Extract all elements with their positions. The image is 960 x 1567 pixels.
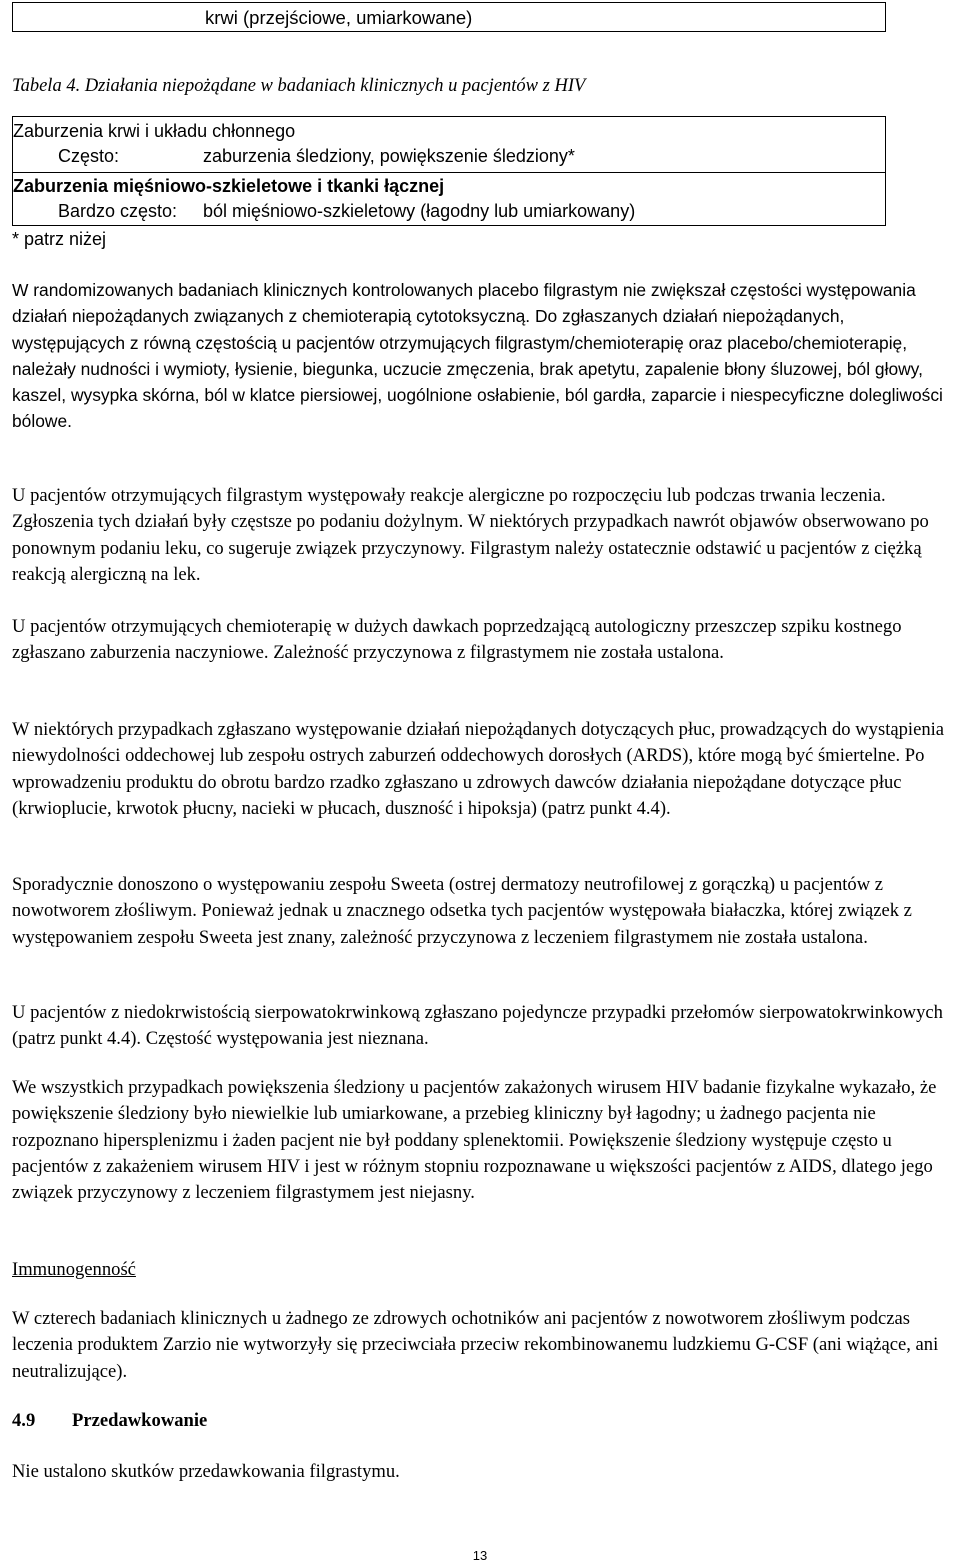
table-row (13, 117, 885, 173)
table-section-title: Zaburzenia krwi i układu chłonnego (13, 121, 296, 141)
paragraph-overdose: Nie ustalono skutków przedawkowania filgrastymu. (12, 1461, 400, 1482)
paragraph-text: Do zgłaszanych działań niepożądanych, występujących z równą częstością u pacjentów otrzymujących filgrastym/chemioterapię oraz placebo/chemioterapię, należały nudności i wymioty, łysienie, biegunka, uczucie zmęczenia, brak apetytu, zapalenie błony śluzowej, ból głowy, kaszel, wysypka skórna, ból w klatce piersiowej, uogólnione osłabienie, ból gardła, zaparcie i niespecyficzne dolegliwości bólowe. (12, 306, 943, 432)
paragraph-immunogenicity: W czterech badaniach klinicznych u żadnego ze zdrowych ochotników ani pacjentów z nowotworem złośliwym podczas leczenia produktem Zarzio nie wytworzyły się przeciwciała przeciw rekombinowanemu ludzkiemu G-CSF (ani wiążące, ani neutralizujące). (12, 1308, 939, 1382)
immunogenicity-heading: Immunogenność (12, 1259, 136, 1280)
paragraph-sickle-cell: U pacjentów z niedokrwistością sierpowatokrwinkową zgłaszano pojedyncze przypadki przełomów sierpowatokrwinkowych (patrz punkt 4.4). Częstość występowania jest nieznana. (12, 1002, 943, 1050)
table-section-title: Zaburzenia mięśniowo-szkieletowe i tkanki łącznej (13, 176, 445, 196)
section-title: Przedawkowanie (72, 1410, 208, 1431)
table-frequency: Bardzo często: (58, 201, 178, 221)
paragraph-sweet-syndrome: Sporadycznie donoszono o występowaniu zespołu Sweeta (ostrej dermatozy neutrofilowej z gorączką) u pacjentów z nowotworem złośliwym. Ponieważ jednak u znacznego odsetka tych pacjentów występowała białaczka, której związek z występowaniem zespołu Sweeta jest znany, zależność przyczynowa z leczeniem filgrastymem nie została ustalona. (12, 874, 912, 948)
paragraph-vascular-disorders: U pacjentów otrzymujących chemioterapię w dużych dawkach poprzedzającą autologiczny przeszczep szpiku kostnego zgłaszano zaburzenia naczyniowe. Zależność przyczynowa z filgrastymem nie została ustalona. (12, 616, 902, 664)
page-number: 13 (472, 1548, 488, 1563)
section-number: 4.9 (12, 1410, 36, 1431)
table-effect: zaburzenia śledziony, powiększenie śledziony* (203, 146, 575, 166)
paragraph-allergic-reactions: U pacjentów otrzymujących filgrastym występowały reakcje alergiczne po rozpoczęciu lub podczas trwania leczenia. Zgłoszenia tych działań były częstsze po podaniu dożylnym. W niektórych przypadkach nawrót objawów obserwowano po ponownym podaniu leku, co sugeruje związek przyczynowy. Filgrastym należy ostatecznie odstawić u pacjentów z ciężką reakcją alergiczną na lek. (12, 485, 929, 585)
table-row (13, 173, 885, 225)
table-frequency: Często: (58, 146, 120, 166)
paragraph-pulmonary-events: W niektórych przypadkach zgłaszano występowanie działań niepożądanych dotyczących płuc, prowadzących do wystąpienia niewydolności oddechowej lub zespołu ostrych zaburzeń oddechowych dorosłych (ARDS), które mogą być śmiertelne. Po wprowadzeniu produktu do obrotu bardzo rzadko zgłaszano u zdrowych dawców działania niepożądane dotyczące płuc (krwioplucie, krwotok płucny, nacieki w płucach, duszność i hipoksja) (patrz punkt 4.4). (12, 719, 945, 819)
adverse-events-table (12, 116, 886, 226)
paragraph-placebo-trials (12, 277, 956, 435)
paragraph-splenomegaly: We wszystkich przypadkach powiększenia śledziony u pacjentów zakażonych wirusem HIV badanie fizykalne wykazało, że powiększenie śledziony było niewielkie lub umiarkowane, a przebieg kliniczny był łagodny; u żadnego pacjenta nie rozpoznano hipersplenizmu i żaden pacjent nie był poddany splenektomii. Powiększenie śledziony występuje często u pacjentów z zakażeniem wirusem HIV i jest w różnym stopniu rozpoznawane u większości pacjentów z AIDS, dlatego jego związek przyczynowy z leczeniem filgrastymem jest niejasny. (12, 1077, 937, 1204)
section-heading (12, 1410, 207, 1432)
paragraph-text: W randomizowanych badaniach klinicznych kontrolowanych placebo filgrastym nie zwiększał częstości występowania działań niepożądanych związanych z chemioterapią cytotoksyczną. (12, 280, 916, 327)
table-caption: Tabela 4. Działania niepożądane w badaniach klinicznych u pacjentów z HIV (12, 76, 586, 96)
table-effect: ból mięśniowo-szkieletowy (łagodny lub umiarkowany) (203, 201, 636, 221)
table-footnote: * patrz niżej (12, 229, 107, 249)
table-top-row-text: krwi (przejściowe, umiarkowane) (205, 7, 473, 28)
table-top-row (12, 2, 886, 32)
